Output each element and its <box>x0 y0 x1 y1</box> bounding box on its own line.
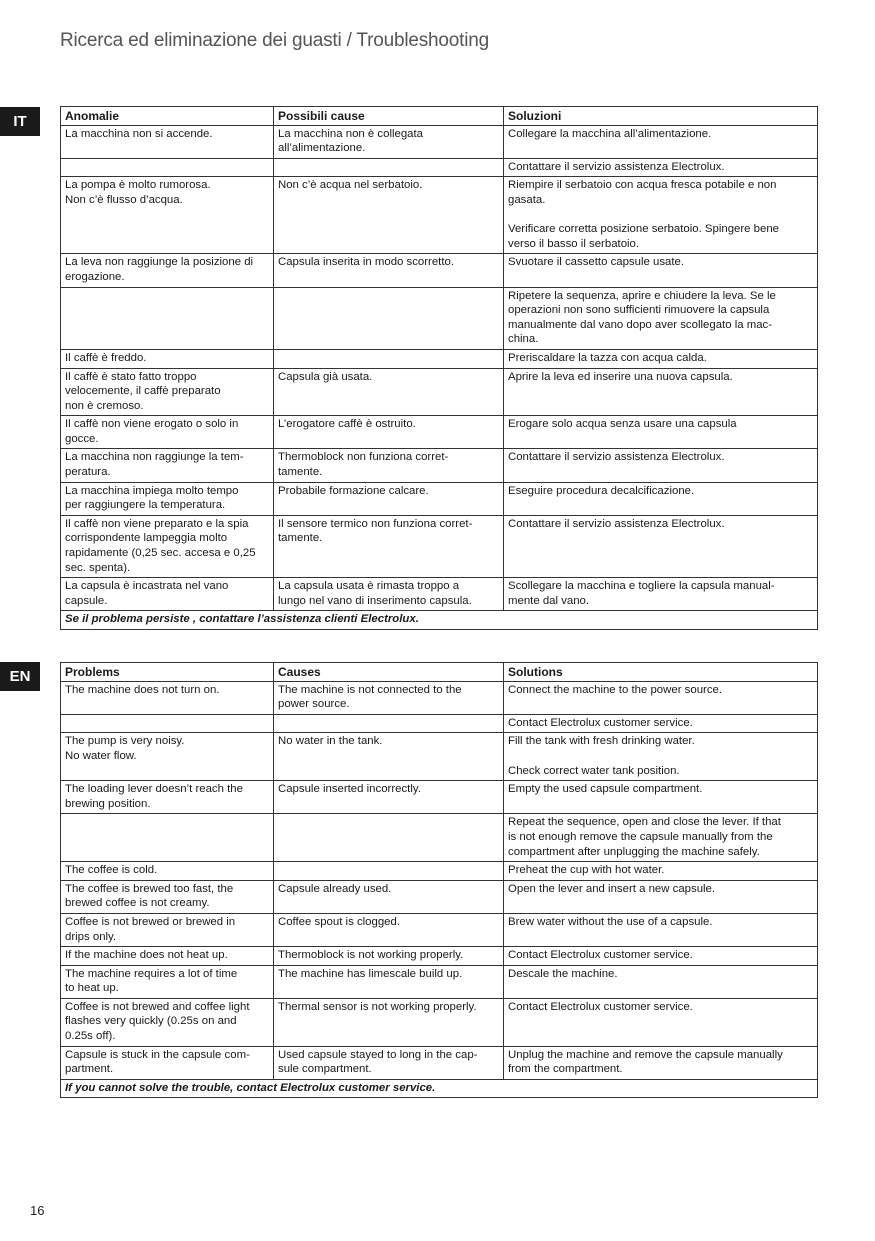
table-row <box>61 482 818 515</box>
problem-cell <box>61 287 274 349</box>
solution-cell: Riempire il serbatoio con acqua fresca potabile e non gasata. Verificare corretta posizione serbatoio. Spingere bene verso il basso il serbatoio. <box>504 177 818 254</box>
cause-cell: Capsule inserted incorrectly. <box>274 781 504 814</box>
problem-cell: Il caffè non viene preparato e la spia corrispondente lampeggia molto rapidamente (0,25 sec. accesa e 0,25 sec. spenta). <box>61 515 274 577</box>
table-row <box>61 177 818 254</box>
table-row <box>61 287 818 349</box>
table-row <box>61 515 818 577</box>
table-row <box>61 416 818 449</box>
solution-cell: Preheat the cup with hot water. <box>504 862 818 881</box>
language-tab-en: EN <box>0 662 40 691</box>
solution-cell: Connect the machine to the power source. <box>504 681 818 714</box>
cause-cell: Capsula inserita in modo scorretto. <box>274 254 504 287</box>
cause-cell: La capsula usata è rimasta troppo a lungo nel vano di inserimento capsula. <box>274 578 504 611</box>
solution-cell: Preriscaldare la tazza con acqua calda. <box>504 349 818 368</box>
cause-cell: La macchina non è collegata all’alimentazione. <box>274 125 504 158</box>
table-footer-row <box>61 1079 818 1098</box>
cause-cell <box>274 814 504 862</box>
cause-cell: L’erogatore caffè è ostruito. <box>274 416 504 449</box>
table-row <box>61 368 818 416</box>
solution-cell: Contattare il servizio assistenza Electrolux. <box>504 515 818 577</box>
solution-cell: Brew water without the use of a capsule. <box>504 913 818 946</box>
page-number: 16 <box>30 1203 45 1218</box>
problem-cell: The coffee is brewed too fast, the brewed coffee is not creamy. <box>61 880 274 913</box>
cause-cell: Il sensore termico non funziona corret- tamente. <box>274 515 504 577</box>
problem-cell: La leva non raggiunge la posizione di erogazione. <box>61 254 274 287</box>
cause-cell: Probabile formazione calcare. <box>274 482 504 515</box>
table-row <box>61 781 818 814</box>
cause-cell: Thermoblock non funziona corret- tamente. <box>274 449 504 482</box>
problem-cell: Il caffè è freddo. <box>61 349 274 368</box>
cause-cell: Capsule already used. <box>274 880 504 913</box>
problem-cell: The coffee is cold. <box>61 862 274 881</box>
solution-cell: Contattare il servizio assistenza Electrolux. <box>504 158 818 177</box>
column-header-anomalie: Anomalie <box>61 107 274 126</box>
table-row <box>61 349 818 368</box>
solution-cell: Descale the machine. <box>504 965 818 998</box>
cause-cell: The machine is not connected to the power source. <box>274 681 504 714</box>
table-row <box>61 681 818 714</box>
column-header-problems: Problems <box>61 663 274 682</box>
table-row <box>61 947 818 966</box>
problem-cell: Il caffè non viene erogato o solo in gocce. <box>61 416 274 449</box>
table-header-row <box>61 107 818 126</box>
problem-cell: If the machine does not heat up. <box>61 947 274 966</box>
solution-cell: Contact Electrolux customer service. <box>504 714 818 733</box>
cause-cell: Capsula già usata. <box>274 368 504 416</box>
table-row <box>61 814 818 862</box>
language-tab-it: IT <box>0 107 40 136</box>
solution-cell: Collegare la macchina all’alimentazione. <box>504 125 818 158</box>
table-footer-note: If you cannot solve the trouble, contact Electrolux customer service. <box>61 1079 818 1098</box>
table-row <box>61 862 818 881</box>
troubleshooting-table-italian <box>60 106 818 630</box>
solution-cell: Svuotare il cassetto capsule usate. <box>504 254 818 287</box>
column-header-soluzioni: Soluzioni <box>504 107 818 126</box>
problem-cell <box>61 158 274 177</box>
problem-cell: The machine requires a lot of time to heat up. <box>61 965 274 998</box>
cause-cell: Thermal sensor is not working properly. <box>274 998 504 1046</box>
table-row <box>61 125 818 158</box>
problem-cell: The pump is very noisy. No water flow. <box>61 733 274 781</box>
table-row <box>61 714 818 733</box>
cause-cell <box>274 862 504 881</box>
problem-cell: The machine does not turn on. <box>61 681 274 714</box>
problem-cell: Capsule is stuck in the capsule com- partment. <box>61 1046 274 1079</box>
cause-cell <box>274 714 504 733</box>
column-header-causes: Causes <box>274 663 504 682</box>
problem-cell: La macchina non raggiunge la tem- peratura. <box>61 449 274 482</box>
solution-cell: Contact Electrolux customer service. <box>504 998 818 1046</box>
table-footer-row <box>61 611 818 630</box>
problem-cell: La capsula è incastrata nel vano capsule. <box>61 578 274 611</box>
problem-cell: La macchina impiega molto tempo per raggiungere la temperatura. <box>61 482 274 515</box>
table-row <box>61 998 818 1046</box>
cause-cell: Non c’è acqua nel serbatoio. <box>274 177 504 254</box>
cause-cell: No water in the tank. <box>274 733 504 781</box>
column-header-solutions: Solutions <box>504 663 818 682</box>
table-row <box>61 733 818 781</box>
cause-cell: Thermoblock is not working properly. <box>274 947 504 966</box>
table-row <box>61 578 818 611</box>
problem-cell: The loading lever doesn’t reach the brewing position. <box>61 781 274 814</box>
solution-cell: Erogare solo acqua senza usare una capsula <box>504 416 818 449</box>
cause-cell: Used capsule stayed to long in the cap- sule compartment. <box>274 1046 504 1079</box>
problem-cell: Coffee is not brewed or brewed in drips only. <box>61 913 274 946</box>
cause-cell: Coffee spout is clogged. <box>274 913 504 946</box>
cause-cell <box>274 287 504 349</box>
table-row <box>61 913 818 946</box>
solution-cell: Contact Electrolux customer service. <box>504 947 818 966</box>
solution-cell: Unplug the machine and remove the capsule manually from the compartment. <box>504 1046 818 1079</box>
problem-cell: La pompa è molto rumorosa. Non c’è flusso d’acqua. <box>61 177 274 254</box>
table-footer-note: Se il problema persiste , contattare l’assistenza clienti Electrolux. <box>61 611 818 630</box>
cause-cell: The machine has limescale build up. <box>274 965 504 998</box>
page-header-title: Ricerca ed eliminazione dei guasti / Troubleshooting <box>60 30 489 51</box>
solution-cell: Repeat the sequence, open and close the lever. If that is not enough remove the capsule manually from the compartment after unplugging the machine safely. <box>504 814 818 862</box>
table-row <box>61 449 818 482</box>
solution-cell: Scollegare la macchina e togliere la capsula manual- mente dal vano. <box>504 578 818 611</box>
solution-cell: Ripetere la sequenza, aprire e chiudere la leva. Se le operazioni non sono sufficienti rimuovere la capsula manualmente dal vano dopo aver scollegato la mac- china. <box>504 287 818 349</box>
troubleshooting-table-english <box>60 662 818 1098</box>
table-row <box>61 965 818 998</box>
table-header-row <box>61 663 818 682</box>
problem-cell: Il caffè è stato fatto troppo velocemente, il caffè preparato non è cremoso. <box>61 368 274 416</box>
column-header-possibili-cause: Possibili cause <box>274 107 504 126</box>
problem-cell <box>61 814 274 862</box>
cause-cell <box>274 158 504 177</box>
solution-cell: Aprire la leva ed inserire una nuova capsula. <box>504 368 818 416</box>
table-row <box>61 158 818 177</box>
solution-cell: Fill the tank with fresh drinking water. Check correct water tank position. <box>504 733 818 781</box>
table-row <box>61 1046 818 1079</box>
problem-cell: Coffee is not brewed and coffee light flashes very quickly (0.25s on and 0.25s off). <box>61 998 274 1046</box>
solution-cell: Open the lever and insert a new capsule. <box>504 880 818 913</box>
problem-cell <box>61 714 274 733</box>
table-row <box>61 880 818 913</box>
table-row <box>61 254 818 287</box>
solution-cell: Eseguire procedura decalcificazione. <box>504 482 818 515</box>
solution-cell: Contattare il servizio assistenza Electrolux. <box>504 449 818 482</box>
cause-cell <box>274 349 504 368</box>
problem-cell: La macchina non si accende. <box>61 125 274 158</box>
solution-cell: Empty the used capsule compartment. <box>504 781 818 814</box>
